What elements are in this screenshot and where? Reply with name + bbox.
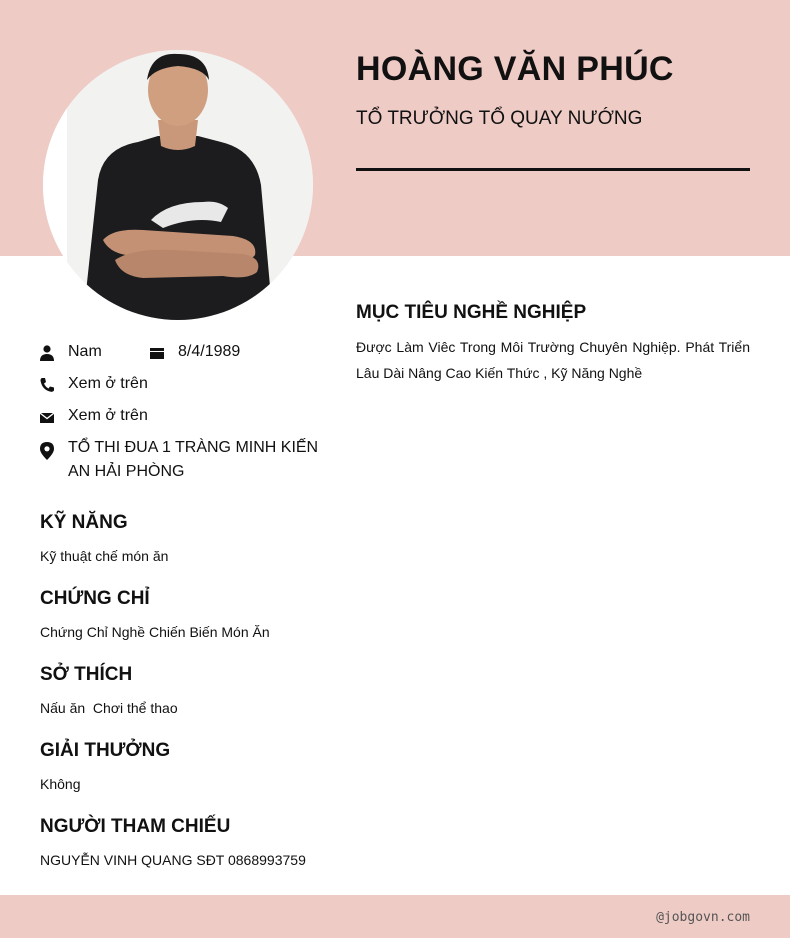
references-body: NGUYỄN VINH QUANG SĐT 0868993759 [40, 852, 306, 868]
title-divider [356, 168, 750, 171]
references-title: NGƯỜI THAM CHIẾU [40, 816, 231, 837]
profile-photo [43, 50, 313, 320]
certificates-body: Chứng Chỉ Nghề Chiến Biến Món Ăn [40, 624, 270, 640]
watermark-text: @jobgovn.com [656, 910, 750, 925]
objective-body: Được Làm Viêc Trong Môi Trường Chuyên Nghiệp. Phát Triển Lâu Dài Nâng Cao Kiến Thức , Kỹ Năng Nghề [356, 339, 750, 381]
candidate-name: HOÀNG VĂN PHÚC [356, 50, 674, 88]
mail-icon [40, 409, 56, 425]
phone-icon [40, 377, 56, 393]
person-icon [40, 345, 56, 361]
birthdate-value: 8/4/1989 [178, 343, 241, 360]
address-row [40, 439, 320, 484]
skills-title: KỸ NĂNG [40, 512, 128, 533]
awards-title: GIẢI THƯỞNG [40, 740, 171, 761]
candidate-job-title: TỔ TRƯỞNG TỔ QUAY NƯỚNG [356, 108, 643, 129]
phone-value: Xem ở trên [68, 375, 148, 392]
certificates-title: CHỨNG CHỈ [40, 588, 150, 609]
phone-row [40, 375, 148, 393]
awards-body: Không [40, 776, 81, 792]
calendar-icon [150, 345, 166, 361]
hobbies-body: Nấu ăn Chơi thể thao [40, 700, 178, 716]
hobbies-title: SỞ THÍCH [40, 664, 133, 685]
objective-title: MỤC TIÊU NGHỀ NGHIỆP [356, 302, 587, 323]
location-pin-icon [40, 442, 56, 458]
gender-value: Nam [68, 343, 102, 360]
email-row [40, 407, 148, 425]
address-value: TỔ THI ĐUA 1 TRÀNG MINH KIẾN AN HẢI PHÒNG [68, 439, 319, 480]
gender-row [40, 343, 102, 361]
skills-body: Kỹ thuật chế món ăn [40, 548, 169, 564]
birthdate-row [150, 343, 240, 361]
email-value: Xem ở trên [68, 407, 148, 424]
